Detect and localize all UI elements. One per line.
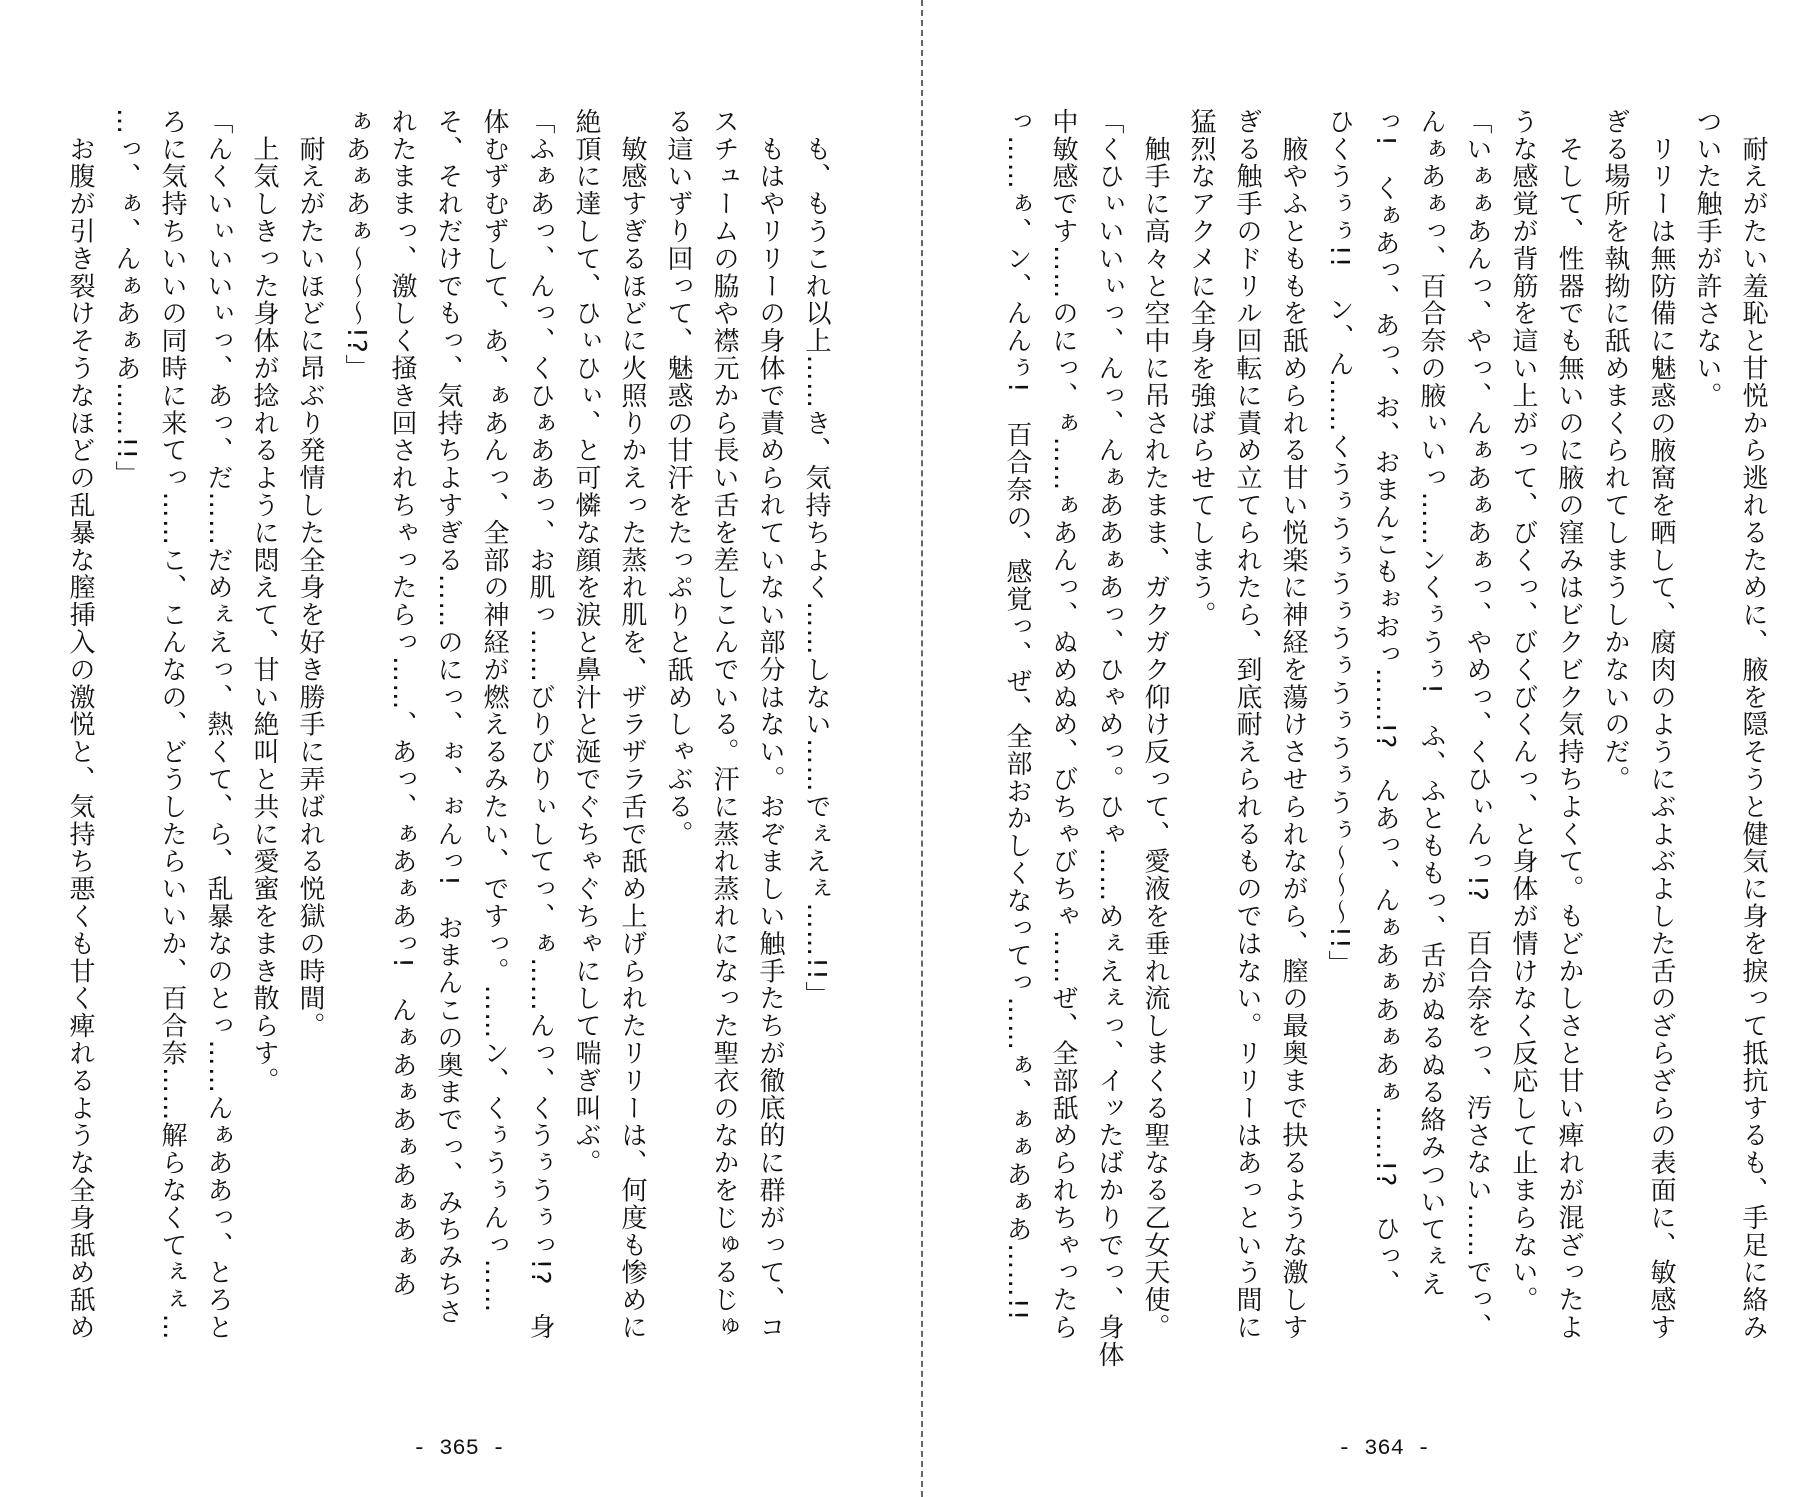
text-line: 中敏感です……のにっ、ぁ……ぁあんっ、ぬめぬめ、びちゃびちゃ……ぜ、全部舐められちゃったら [1048, 108, 1078, 1341]
text-line: ついた触手が許さない。 [1692, 108, 1722, 410]
text-line: 耐えがたい羞恥と甘悦から逃れるために、腋を隠そうと健気に身を捩って抵抗するも、手足に絡み [1738, 108, 1768, 1341]
text-line: もはやリリーの身体で責められていない部分はない。おぞましい触手たちが徹底的に群がって、コ [755, 108, 785, 1341]
text-line: ぎる触手のドリル回転に責め立てられたら、到底耐えられるものではない。リリーはあっという間に [1232, 108, 1262, 1341]
text-line: お腹が引き裂けそうなほどの乱暴な膣挿入の激悦と、気持ち悪くも甘く痺れるような全身舐め舐め [65, 108, 95, 1341]
text-line: っ! くぁあっ、あっ、お、おまんこもぉおっ……!? んあっ、んぁあぁあぁあぁ……!? ひっ、 [1370, 108, 1400, 1298]
text-line: ぁあぁあぁ～～～!?」 [341, 108, 371, 382]
text-line: …っ、ぁ、んぁあぁあ……!!」 [111, 108, 141, 488]
text-line: うな感覚が背筋を這い上がって、びくっ、びくびくんっ、と身体が情けなく反応して止まらない。 [1508, 108, 1538, 1314]
text-line: ろに気持ちいいの同時に来てっ……こ、こんなの、どうしたらいいか、百合奈……解らなくてぇぇ… [157, 108, 187, 1341]
right-page-number: - 364 - [1337, 1436, 1431, 1461]
text-line: 「ふぁあっ、んっ、くひぁああっ、お肌っ……びりびりぃしてっ、ぁ……んっ、くうぅうぅっ!? 身 [525, 108, 555, 1341]
text-line: れたままっ、激しく掻き回されちゃったらっ……、あっ、ぁあぁあっ! んぁあぁあぁあぁあぁあ [387, 108, 417, 1299]
text-line: 触手に高々と空中に吊されたまま、ガクガク仰け反って、愛液を垂れ流しまくる聖なる乙女天使。 [1140, 108, 1170, 1341]
text-line: スチュームの脇や襟元から長い舌を差しこんでいる。汗に蒸れ蒸れになった聖衣のなかをじゅるじゅ [709, 108, 739, 1341]
text-line: 耐えがたいほどに昂ぶり発情した全身を好き勝手に弄ばれる悦獄の時間。 [295, 108, 325, 1040]
text-line: 腋やふとももを舐められる甘い悦楽に神経を蕩けさせられながら、膣の最奥まで抉るような激しす [1278, 108, 1308, 1341]
text-line: そして、性器でも無いのに腋の窪みはビクビク気持ちよくて。もどかしさと甘い痺れが混ざったよ [1554, 108, 1584, 1341]
text-line: そ、それだけでもっ、気持ちよすぎる……のにっ、ぉ、ぉんっ! おまんこの奥までっ、みちみちさ [433, 108, 463, 1326]
text-line: 「くひぃいいぃっ、んっ、んぁああぁあっ、ひゃめっ。ひゃ……めぇえぇっ、イッたばかりでっ、身体 [1094, 108, 1124, 1369]
left-page-number: - 365 - [412, 1436, 506, 1461]
text-line: 猛烈なアクメに全身を強ばらせてしまう。 [1186, 108, 1216, 629]
text-line: も、もうこれ以上……き、気持ちよく……しない……でぇえぇ……!!」 [801, 108, 831, 1009]
text-line: 「いぁぁあんっ、やっ、んぁあぁあぁっ、やめっ、くひぃんっ!? 百合奈をっ、汚さない……でっ、 [1462, 108, 1492, 1341]
text-line: リリーは無防備に魅惑の腋窩を晒して、腐肉のようにぶよぶよした舌のざらざらの表面に、敏感す [1646, 108, 1676, 1341]
text-line: 敏感すぎるほどに火照りかえった蒸れ肌を、ザラザラ舌で舐め上げられたリリーは、何度も惨めに [617, 108, 647, 1341]
text-line: んぁあぁっ、百合奈の腋ぃいっ……ンくぅうぅ! ふ、ふとももっ、舌がぬるぬる絡みついてぇえ [1416, 108, 1446, 1299]
text-line: ひくうぅぅ!! ン、ん……くうぅうぅうぅうぅうぅうぅうぅ～～～!!」 [1324, 108, 1354, 978]
text-line: 上気しきった身体が捻れるように悶えて、甘い絶叫と共に愛蜜をまき散らす。 [249, 108, 279, 1095]
text-line: 体むずむずして、あ、ぁあんっ、全部の神経が燃えるみたい、ですっ。……ン、くぅうぅんっ…… [479, 108, 509, 1314]
text-line: っ……ぁ、ン、んんぅ! 百合奈の、感覚っ、ぜ、全部おかしくなってっ……ぁ、ぁぁあぁあ……!! [1002, 108, 1032, 1322]
text-line: ぎる場所を執拗に舐めまくられてしまうしかないのだ。 [1600, 108, 1630, 793]
right-page-text [994, 108, 1776, 1369]
text-line: 絶頂に達して、ひぃひぃ、と可憐な顔を涙と鼻汁と涎でぐちゃぐちゃにして喘ぎ叫ぶ。 [571, 108, 601, 1177]
text-line: 「んくいぃいいぃっ、あっ、だ……だめぇえっ、熱くて、ら、乱暴なのとっ……んぁああっ、とろと [203, 108, 233, 1341]
text-line: る這いずり回って、魅惑の甘汗をたっぷりと舐めしゃぶる。 [663, 108, 693, 848]
